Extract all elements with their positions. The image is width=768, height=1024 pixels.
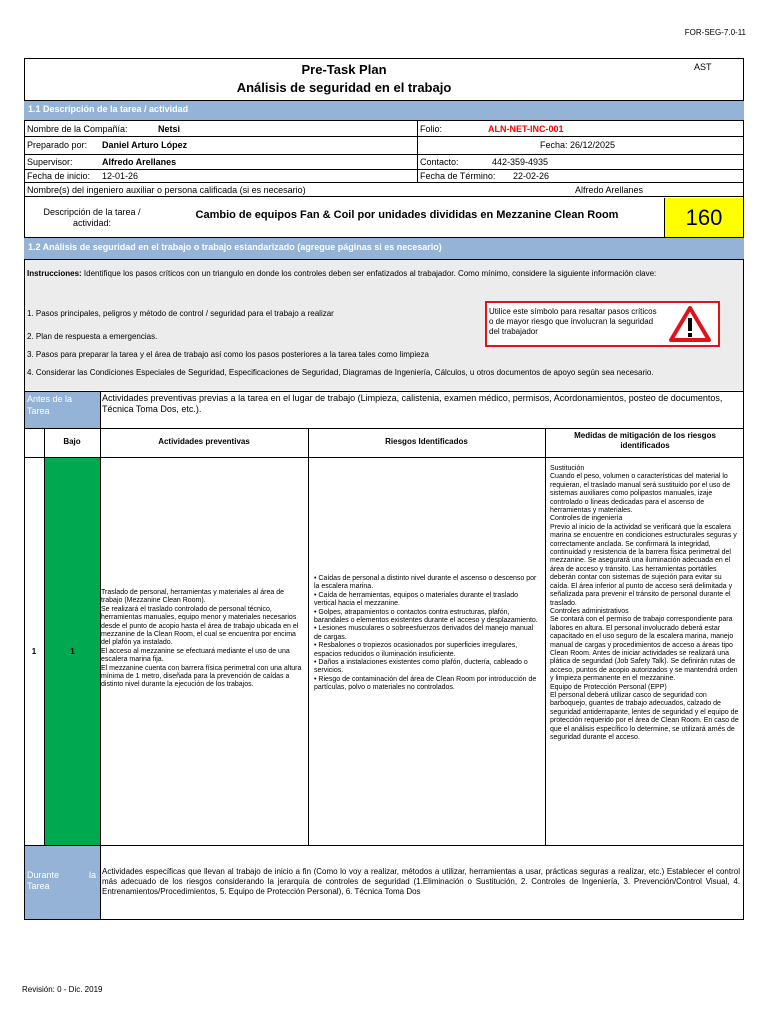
- column-header-risks: Riesgos Identificados: [385, 437, 468, 446]
- start-date-value: 12-01-26: [102, 171, 139, 181]
- task-description-label: Descripción de la tarea / actividad:: [43, 207, 141, 228]
- form-subtitle: Análisis de seguridad en el trabajo: [236, 80, 452, 95]
- instructions-text: [27, 269, 739, 279]
- risk-level-value: 1: [70, 647, 75, 656]
- section-heading-task-text: 1.1 Descripción de la tarea / actividad: [28, 104, 189, 114]
- row-number: 1: [31, 647, 37, 656]
- section-heading-analysis: [24, 238, 744, 259]
- form-title: Pre-Task Plan: [301, 62, 387, 77]
- prepared-label: Preparado por:: [27, 140, 88, 150]
- revision-footer: Revisión: 0 - Dic. 2019: [22, 985, 103, 994]
- warning-triangle-icon: [668, 305, 712, 348]
- section-heading-analysis-text: 1.2 Análisis de seguridad en el trabajo o trabajo estandarizado (agregue páginas si es necesario): [28, 242, 442, 252]
- preventive-activities-text: Traslado de personal, herramientas y materiales al área de trabajo (Mezzanine Clean Room). Se realizará el traslado controlado de personal técnico, herramientas manuales, equipo menor y materiales necesarios desde el punto de acopio hasta el área de trabajo ubicada en el mezzanine de la Clean Room, el cual se encuentra por encima del plafón ya instalado. El acceso al mezzanine se efectuará mediante el uso de una escalera marina fija. El mezzanine cuenta con barrera física perimetral con una altura mínima de 1 metro, diseñada para la prevención de caídas a distinto nivel durante la ejecución de los trabajos.: [101, 589, 302, 689]
- before-task-text: Actividades preventivas previas a la tarea en el lugar de trabajo (Limpieza, calistenia, examen médico, permisos, Acordonamientos, posteo de documentos, Técnica Toma Dos, etc.).: [102, 393, 723, 414]
- instruction-item-1: 1. Pasos principales, peligros y método de control / seguridad para el trabajo a realizar: [27, 309, 334, 318]
- supervisor-label: Supervisor:: [27, 157, 73, 167]
- risk-score-badge: [664, 198, 743, 237]
- contact-value: 442-359-4935: [492, 157, 549, 167]
- supervisor-value: Alfredo Arellanes: [102, 157, 177, 167]
- company-label: Nombre de la Compañía:: [27, 124, 128, 134]
- instruction-item-4: 4. Considerar las Condiciones Especiales de Seguridad, Especificaciones de Seguridad, Diagramas de Ingeniería, Cálculos, u otros documentos de apoyo según sea necesario.: [27, 368, 654, 377]
- task-description-value: Cambio de equipos Fan & Coil por unidades divididas en Mezzanine Clean Room: [195, 209, 619, 221]
- instructions-body: Identifique los pasos críticos con un triangulo en donde los controles deben ser enfatizados al trabajador. Como mínimo, considere la siguiente información clave:: [83, 269, 657, 278]
- during-task-label-a: Durante: [27, 870, 60, 880]
- during-task-label-b: la: [89, 870, 97, 880]
- instructions-label: Instrucciones:: [27, 269, 82, 278]
- end-date-value: 22-02-26: [513, 171, 550, 181]
- critical-symbol-box: [485, 301, 720, 347]
- company-value: Netsi: [158, 124, 181, 134]
- during-task-text: Actividades específicas que llevan al trabajo de inicio a fin (Como lo voy a realizar, métodos a utilizar, herramientas a usar, prácticas seguras a realizar, etc.) Establecer el control más adecuado de los riesgos considerando la jerarquía de controles de seguridad (1.Eliminación o Sustitución, 2. Controles de Ingeniería, 3. Prevención/Control Visual, 4. Entrenamientos/Procedimientos, 5. Equipo de Protección Personal), 6. Técnica Toma Dos: [102, 867, 740, 896]
- form-tag: AST: [694, 62, 712, 72]
- date-field: Fecha: 26/12/2025: [540, 140, 616, 150]
- before-task-label: Antes de la Tarea: [27, 394, 73, 416]
- document-code: FOR-SEG-7.0-11: [684, 28, 746, 37]
- folio-label: Folio:: [420, 124, 443, 134]
- end-date-label: Fecha de Término:: [420, 171, 496, 181]
- contact-label: Contacto:: [420, 157, 459, 167]
- engineer-label: Nombre(s) del ingeniero auxiliar o persona calificada (si es necesario): [27, 185, 306, 195]
- mitigation-measures-text: Sustitución Cuando el peso, volumen o características del material lo requieran, el traslado manual será sustituido por el uso de sistemas auxiliares como polipastos manuales, izaje controlado o líneas dedicadas para el ascenso de herramientas y materiales. Controles de ingeniería Previo al inicio de la actividad se verificará que la escalera marina se encuentre en condiciones estructurales seguras y correctamente anclada. Se confirmará la integridad, continuidad y resistencia de la barrera física perimetral del mezzanine. Se asegurará una iluminación adecuada en el área de acceso y tránsito. Las herramientas portátiles deberán contar con sistemas de sujeción para evitar su caída. El área inferior al punto de acceso será delimitada y señalizada para prevenir el tránsito de personal durante el traslado. Controles administrativos Se contará con el permiso de trabajo correspondiente para labores en altura. El personal involucrado deberá estar capacitado en el uso seguro de la escalera marina, manejo manual de cargas y procedimientos de acceso a áreas tipo Clean Room. Antes de iniciar actividades se realizará una plática de seguridad (Job Safety Talk). Se definirán rutas de acceso, puntos de acopio autorizados y se mantendrá orden y limpieza permanente en el mezzanine. Equipo de Protección Personal (EPP) El personal deberá utilizar casco de seguridad con barboquejo, guantes de trabajo adecuados, calzado de seguridad antiderrapante, lentes de seguridad y el equipo de protección requerido por el área de Clean Room. En caso de que el análisis específico lo determine, se utilizará arnés de seguridad durante el acceso.: [550, 465, 739, 741]
- risk-score-value: 160: [685, 204, 723, 230]
- during-task-label-c: Tarea: [27, 881, 50, 891]
- identified-risks-text: • Caídas de personal a distinto nivel durante el ascenso o descenso por la escalera marina. • Caída de herramientas, equipos o materiales durante el traslado vertical hacia el mezzanine. • Golpes, atrapamientos o contactos contra estructuras, plafón, barandales o elementos existentes durante el acceso y desplazamiento. • Lesiones musculares o sobreesfuerzos derivados del manejo manual de cargas. • Resbalones o tropiezos ocasionados por superficies irregulares, espacios reducidos o iluminación insuficiente. • Daños a instalaciones existentes como plafón, ductería, cableado o servicios. • Riesgo de contaminación del área de Clean Room por introducción de partículas, polvo o materiales no controlados.: [314, 575, 538, 692]
- during-task-label-cell: [25, 846, 100, 919]
- critical-symbol-note: Utilice este símbolo para resaltar pasos críticos o de mayor riesgo que involucran la seguridad del trabajador: [489, 307, 657, 336]
- prepared-value: Daniel Arturo López: [102, 140, 188, 150]
- instruction-item-3: 3. Pasos para preparar la tarea y el área de trabajo así como los pasos posteriores a la tarea tales como limpieza: [27, 350, 429, 359]
- before-task-label-cell: [25, 392, 100, 428]
- instruction-item-2: 2. Plan de respuesta a emergencias.: [27, 332, 158, 341]
- column-header-level: Bajo: [63, 437, 81, 446]
- section-heading-task: [24, 100, 744, 121]
- engineer-value: Alfredo Arellanes: [575, 185, 644, 195]
- start-date-label: Fecha de inicio:: [27, 171, 91, 181]
- column-header-mitigation: Medidas de mitigación de los riesgos identificados: [574, 431, 716, 450]
- folio-value: ALN-NET-INC-001: [488, 124, 564, 134]
- column-header-activities: Actividades preventivas: [158, 437, 250, 446]
